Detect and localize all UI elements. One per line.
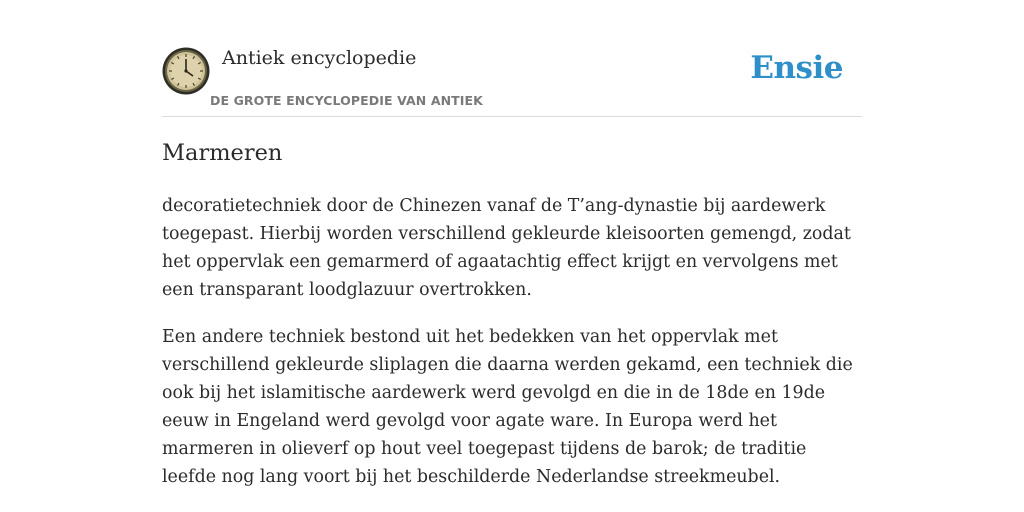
clock-icon[interactable] xyxy=(162,47,210,95)
article-title: Marmeren xyxy=(162,140,283,166)
brand-logo[interactable]: Ensie xyxy=(750,50,843,86)
article-paragraph-2: Een andere techniek bestond uit het bedekken van het oppervlak met verschillend gekleurde sliplagen die daarna werden gekamd, een techniek die ook bij het islamitische aardewerk werd gevolgd en die in de 18de en 19de eeuw in Engeland werd gevolgd voor agate ware. In Europa werd het marmeren in olieverf op hout veel toegepast tijdens de barok; de traditie leefde nog lang voort bij het beschilderde Nederlandse streekmeubel. xyxy=(162,327,853,487)
site-subtitle: DE GROTE ENCYCLOPEDIE VAN ANTIEK xyxy=(210,93,483,108)
site-title[interactable]: Antiek encyclopedie xyxy=(222,47,417,69)
page xyxy=(162,0,862,487)
article-paragraph-1: decoratietechniek door de Chinezen vanaf de T’ang-dynastie bij aardewerk toegepast. Hierbij worden verschillend gekleurde kleisoorten gemengd, zodat het oppervlak een gemarmerd of agaatachtig effect krijgt en vervolgens met een transparant loodglazuur overtrokken. xyxy=(162,196,851,300)
site-header xyxy=(162,0,862,117)
